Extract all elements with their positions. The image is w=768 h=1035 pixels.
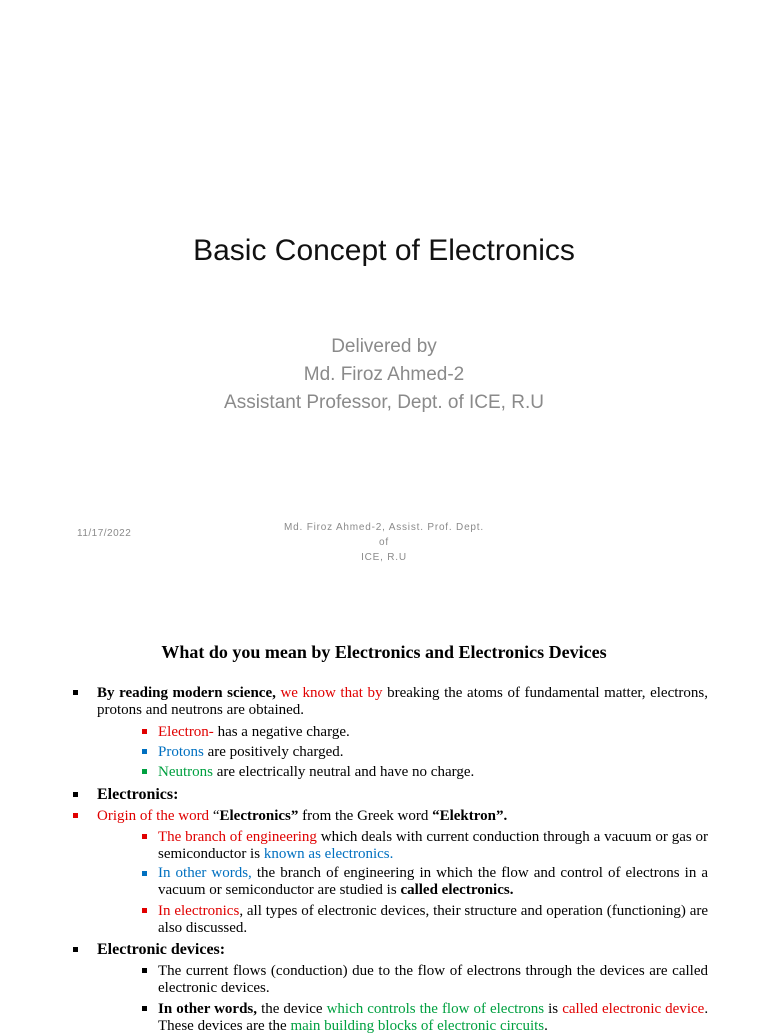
heading-electronics xyxy=(97,786,708,803)
author-name: Md. Firoz Ahmed-2 xyxy=(303,364,465,385)
red-text: we know that by xyxy=(280,685,383,701)
protons-label: Protons xyxy=(158,744,204,760)
bold-text: By reading modern science, xyxy=(97,685,276,701)
bullet-square-icon xyxy=(142,834,147,839)
ow-bold: In other words, xyxy=(158,1001,258,1017)
ow-text2: is xyxy=(548,1001,559,1017)
protons-text: are positively charged. xyxy=(207,744,344,760)
origin-greek: “Elektron”. xyxy=(432,808,508,824)
list-item-branch xyxy=(158,829,708,863)
other-text: the branch of engineering in which the flow and control of electrons in a vacuum or semiconductor are studied is xyxy=(158,865,709,898)
electron-label: Electron- xyxy=(158,724,214,740)
bullet-square-icon xyxy=(142,1006,147,1011)
bullet-square-icon xyxy=(73,947,78,952)
footer-author xyxy=(284,520,484,565)
bullet-square-icon xyxy=(142,871,147,876)
bullet-square-icon xyxy=(142,749,147,754)
inelec-red: In electronics xyxy=(158,903,240,919)
list-item-device-words xyxy=(158,1001,708,1035)
delivered-by: Delivered by xyxy=(331,336,437,357)
branch-blue: known as electronics. xyxy=(263,846,394,862)
bullet-square-icon xyxy=(142,769,147,774)
origin-mid: from the Greek word xyxy=(302,808,429,824)
content-slide xyxy=(0,576,768,1034)
origin-red: Origin of the word xyxy=(97,808,210,824)
current-text: The current flows (conduction) due to the flow of electrons through the devices are called electronic devices. xyxy=(158,963,708,996)
list-item-current xyxy=(158,963,708,997)
neutrons-text: are electrically neutral and have no charge. xyxy=(216,764,475,780)
bullet-square-icon xyxy=(73,690,78,695)
footer-author-line2: ICE, R.U xyxy=(361,552,407,563)
ow-text1: the device xyxy=(261,1001,323,1017)
electronics-heading: Electronics: xyxy=(97,786,179,803)
bullet-square-icon xyxy=(73,813,78,818)
ow-green: which controls the flow of electrons xyxy=(326,1001,545,1017)
branch-red: The branch of engineering xyxy=(158,829,317,845)
devices-heading: Electronic devices: xyxy=(97,941,226,958)
neutrons-label: Neutrons xyxy=(158,764,213,780)
body-text: breaking the atoms of fundamental matter, electrons, protons and neutrons are obtained. xyxy=(97,685,708,718)
ow-red: called electronic device xyxy=(562,1001,705,1017)
footer-author-line1: Md. Firoz Ahmed-2, Assist. Prof. Dept. of xyxy=(284,522,484,548)
list-item-protons xyxy=(158,744,708,761)
ow-text3: . These devices are the xyxy=(158,1001,709,1034)
heading-electronic-devices xyxy=(97,941,708,958)
ow-green2: main building blocks of electronic circuits xyxy=(290,1018,545,1034)
ow-text4: . xyxy=(544,1018,548,1034)
electron-text: has a negative charge. xyxy=(217,724,350,740)
list-item-other-words xyxy=(158,865,708,899)
author-position: Assistant Professor, Dept. of ICE, R.U xyxy=(224,392,544,413)
origin-bold: Electronics” xyxy=(219,808,299,824)
footer-date: 11/17/2022 xyxy=(77,528,132,539)
list-item-neutrons xyxy=(158,764,708,781)
branch-text: which deals with current conduction through a vacuum or gas or semiconductor is xyxy=(158,829,709,862)
inelec-text: , all types of electronic devices, their structure and operation (functioning) are also discussed. xyxy=(158,903,709,936)
paragraph-origin xyxy=(97,808,708,825)
bullet-square-icon xyxy=(142,908,147,913)
open-quote: “ xyxy=(212,808,220,824)
list-item-in-electronics xyxy=(158,903,708,937)
slide-title: Basic Concept of Electronics xyxy=(193,234,575,267)
bullet-square-icon xyxy=(142,729,147,734)
paragraph-modern-science xyxy=(97,685,708,719)
other-bold: called electronics. xyxy=(400,882,514,898)
other-blue: In other words, xyxy=(158,865,252,881)
bullet-square-icon xyxy=(73,792,78,797)
bullet-square-icon xyxy=(142,968,147,973)
list-item-electron xyxy=(158,724,708,741)
content-slide-title: What do you mean by Electronics and Electronics Devices xyxy=(161,642,607,662)
